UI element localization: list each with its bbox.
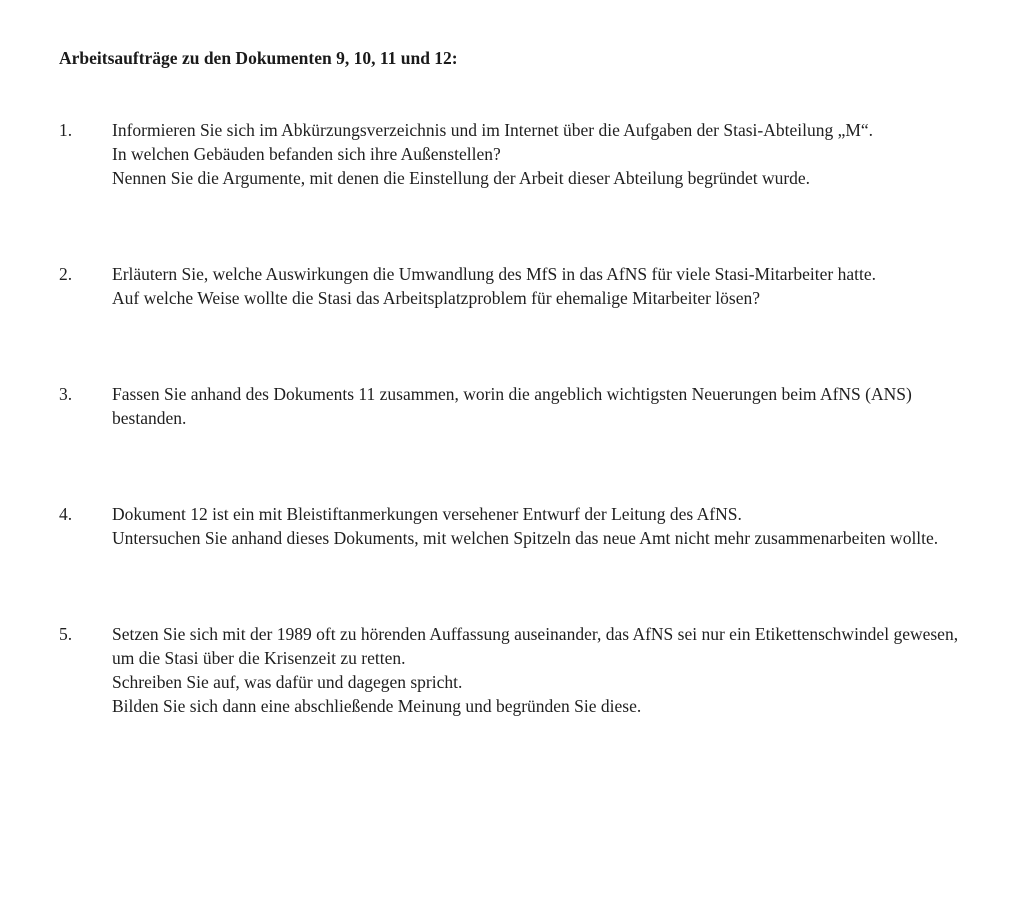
task-line: bestanden.: [112, 408, 187, 428]
task-line: Fassen Sie anhand des Dokuments 11 zusammen, worin die angeblich wichtigsten Neuerungen beim AfNS (ANS): [112, 384, 912, 404]
task-line: Dokument 12 ist ein mit Bleistiftanmerkungen versehener Entwurf der Leitung des AfNS.: [112, 504, 742, 524]
task-line: Erläutern Sie, welche Auswirkungen die Umwandlung des MfS in das AfNS für viele Stasi-Mitarbeiter hatte.: [112, 264, 877, 284]
task-body: [112, 622, 1022, 718]
task-number: 3.: [59, 384, 73, 404]
task-number: 2.: [59, 264, 73, 284]
task-line: In welchen Gebäuden befanden sich ihre Außenstellen?: [112, 144, 501, 164]
task-line: Nennen Sie die Argumente, mit denen die Einstellung der Arbeit dieser Abteilung begründet wurde.: [112, 168, 811, 188]
task-number: 5.: [59, 624, 73, 644]
task-line: Bilden Sie sich dann eine abschließende Meinung und begründen Sie diese.: [112, 696, 642, 716]
task-line: Auf welche Weise wollte die Stasi das Arbeitsplatzproblem für ehemalige Mitarbeiter lösen?: [112, 288, 760, 308]
task-line: Untersuchen Sie anhand dieses Dokuments, mit welchen Spitzeln das neue Amt nicht mehr zusammenarbeiten wollte.: [112, 528, 939, 548]
task-body: [112, 502, 1022, 550]
page-heading: Arbeitsaufträge zu den Dokumenten 9, 10, 11 und 12:: [59, 48, 458, 68]
task-line: Informieren Sie sich im Abkürzungsverzeichnis und im Internet über die Aufgaben der Stasi-Abteilung „M“.: [112, 120, 874, 140]
task-line: Setzen Sie sich mit der 1989 oft zu hörenden Auffassung auseinander, das AfNS sei nur ein Etikettenschwindel gewesen,: [112, 624, 959, 644]
task-number: 1.: [59, 120, 73, 140]
task-line: um die Stasi über die Krisenzeit zu retten.: [112, 648, 406, 668]
task-body: [112, 118, 1022, 190]
task-body: [112, 262, 1022, 310]
task-number: 4.: [59, 504, 73, 524]
task-line: Schreiben Sie auf, was dafür und dagegen spricht.: [112, 672, 463, 692]
task-body: [112, 382, 1022, 430]
